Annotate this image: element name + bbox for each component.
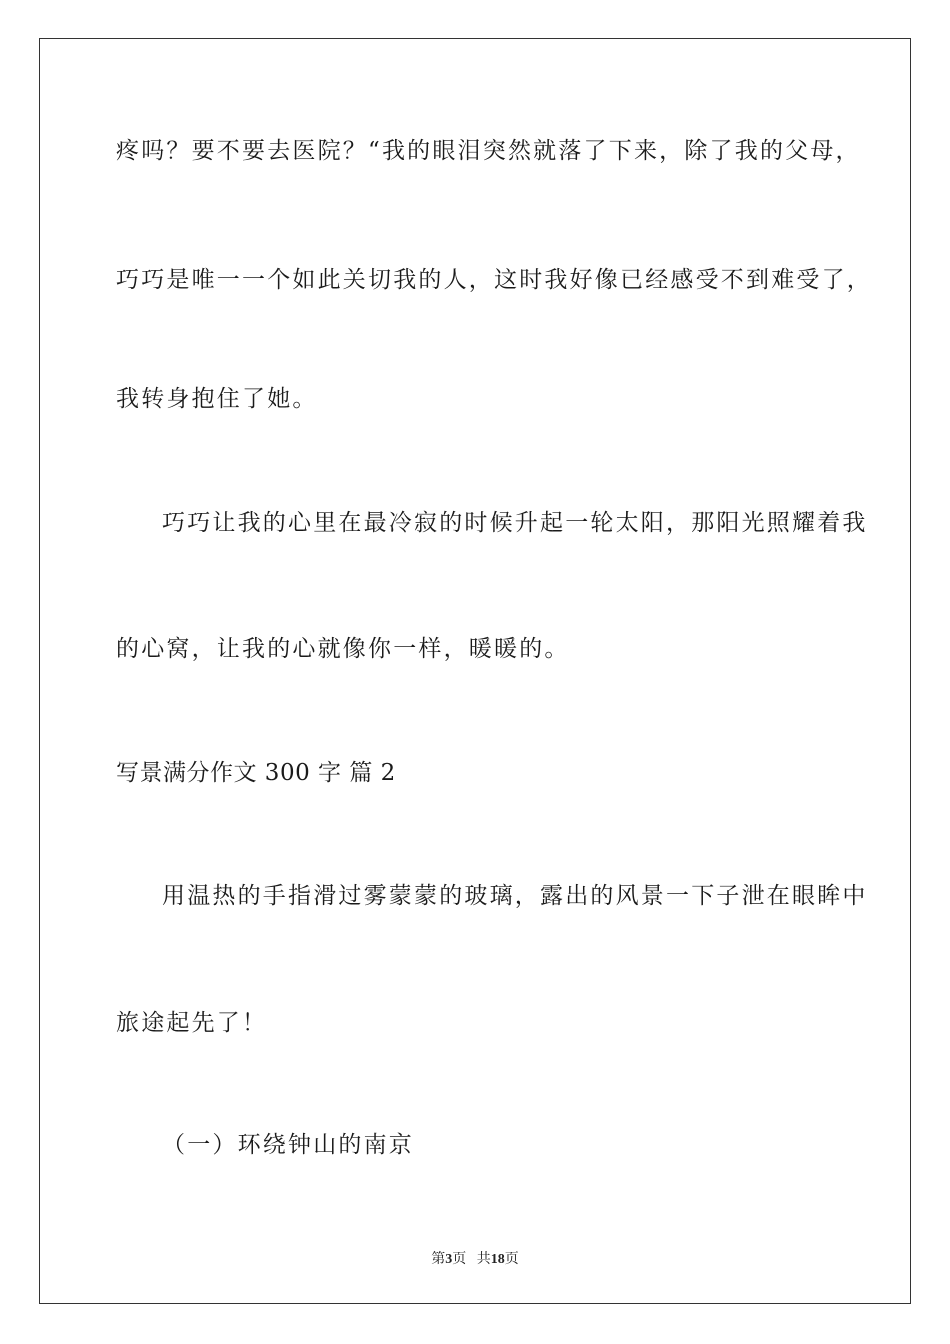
paragraph-line: 巧巧让我的心里在最冷寂的时候升起一轮太阳，那阳光照耀着我 — [162, 510, 868, 536]
paragraph-line: 的心窝，让我的心就像你一样，暖暖的。 — [116, 636, 570, 662]
footer-total-suffix: 页 — [504, 1252, 519, 1267]
paragraph-line: 我转身抱住了她。 — [116, 386, 318, 412]
page-border — [39, 38, 911, 1304]
paragraph-line: 疼吗？要不要去医院？“我的眼泪突然就落了下来，除了我的父母， — [116, 138, 861, 164]
footer-page-suffix: 页 — [452, 1252, 467, 1267]
footer-page-number: 3 — [445, 1252, 453, 1267]
section-heading: 写景满分作文 300 字 篇 2 — [116, 760, 396, 786]
page-footer — [0, 1248, 950, 1268]
footer-total-prefix: 共 — [476, 1252, 491, 1267]
paragraph-line: 巧巧是唯一一个如此关切我的人，这时我好像已经感受不到难受了， — [116, 267, 872, 293]
paragraph-line: 用温热的手指滑过雾蒙蒙的玻璃，露出的风景一下子泄在眼眸中 — [162, 883, 868, 909]
paragraph-line: 旅途起先了！ — [116, 1010, 268, 1036]
subsection-heading: （一）环绕钟山的南京 — [162, 1132, 414, 1158]
footer-total-number: 18 — [490, 1252, 505, 1267]
footer-page-prefix: 第 — [431, 1252, 446, 1267]
